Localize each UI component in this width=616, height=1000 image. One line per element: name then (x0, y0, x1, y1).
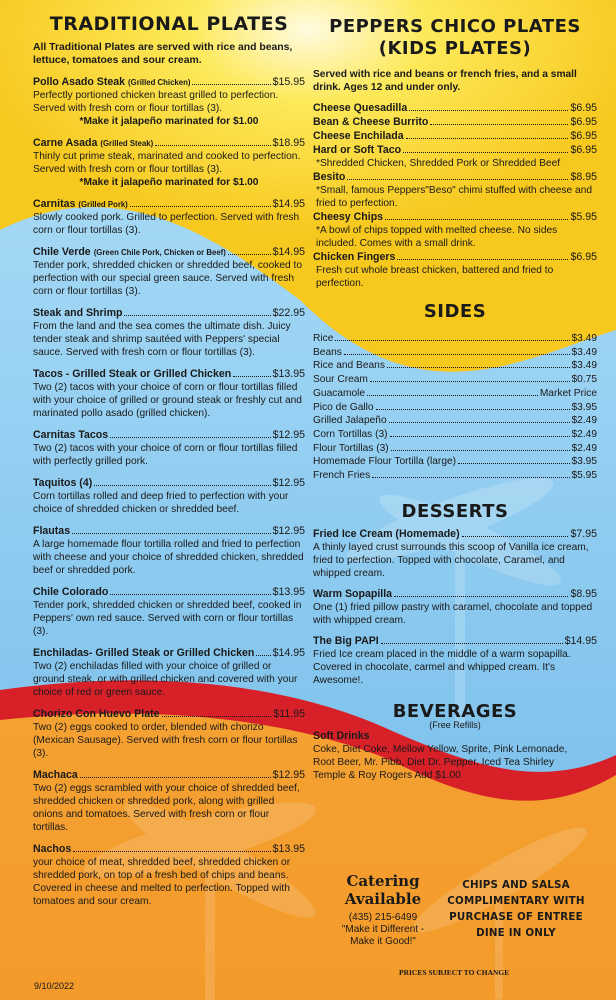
item-price: $14.95 (272, 198, 305, 210)
item-title-line (313, 171, 597, 184)
kids-menu-item (313, 102, 597, 115)
item-title-line (33, 843, 305, 856)
menu-item (33, 368, 305, 420)
side-price: $3.95 (571, 401, 597, 413)
menu-item (33, 307, 305, 359)
dot-leader (390, 436, 570, 437)
dot-leader (403, 152, 568, 153)
item-description: Thinly cut prime steak, marinated and cooked to perfection. Served with fresh corn or flour tortillas (3). (33, 151, 301, 175)
menu-item (33, 647, 305, 699)
item-name: Fried Ice Cream (Homemade) (313, 527, 460, 540)
item-price: $5.95 (570, 211, 597, 223)
item-extra: *Make it jalapeño marinated for $1.00 (79, 177, 259, 188)
item-price: $7.95 (570, 527, 597, 540)
item-description: *A bowl of chips topped with melted cheese. No sides included. Comes with a small drink. (316, 225, 558, 249)
side-item (313, 442, 597, 456)
side-item (313, 346, 597, 360)
side-name: Grilled Jalapeño (313, 415, 387, 427)
catering-phone: (435) 215-6499 (348, 912, 418, 923)
menu-item (33, 586, 305, 638)
side-name: Flour Tortillas (3) (313, 442, 389, 454)
kids-menu-item (313, 116, 597, 129)
item-title-line (33, 708, 305, 721)
item-name: Carnitas Tacos (33, 429, 109, 441)
item-price: $6.95 (570, 144, 597, 156)
item-title-line (313, 116, 597, 129)
side-name: Homemade Flour Tortilla (large) (313, 456, 457, 468)
dot-leader (162, 716, 272, 717)
item-extra: *Make it jalapeño marinated for $1.00 (79, 116, 259, 127)
dot-leader (367, 395, 538, 396)
menu-item (33, 843, 305, 908)
item-price: $12.95 (272, 525, 305, 537)
chips-line4: DINE IN ONLY (476, 927, 556, 939)
item-description: Perfectly portioned chicken breast grilled to perfection. Served with fresh corn or flour tortillas (3). (33, 90, 279, 114)
traditional-intro: All Traditional Plates are served with rice and beans, lettuce, tomatoes and sour cream. (33, 42, 293, 66)
side-name: Pico de Gallo (313, 401, 374, 413)
item-price: $6.95 (570, 130, 597, 142)
item-description: From the land and the sea comes the ultimate dish. Juicy tender steak and shrimp sautéed with Peppers' special sauce. Served with fresh corn or flour tortillas (3). (33, 321, 291, 358)
item-title-line (33, 477, 305, 490)
desserts-heading: DESSERTS (401, 500, 509, 522)
side-name: French Fries (313, 470, 371, 482)
soft-drinks-title: Soft Drinks (313, 729, 370, 742)
dot-leader (110, 594, 270, 595)
kids-intro: Served with rice and beans or french fries, and a small drink. Ages 12 and under only. (313, 69, 577, 93)
dot-leader (73, 851, 270, 852)
catering-slogan: "Make it Different - Make it Good!" (341, 924, 425, 947)
chips-line2: COMPLIMENTARY WITH (447, 895, 585, 907)
menu-date: 9/10/2022 (34, 981, 75, 991)
menu-item (33, 246, 305, 298)
item-name: Hard or Soft Taco (313, 144, 402, 156)
item-title-line (313, 130, 597, 143)
side-price: $0.75 (571, 374, 597, 386)
item-description: Fresh cut whole breast chicken, battered and fried to perfection. (316, 265, 554, 289)
item-description: *Small, famous Peppers"Beso" chimi stuffed with cheese and fried to perfection. (316, 185, 593, 209)
item-description: Tender pork, shredded chicken or shredded beef, cooked to perfection with our special green sauce. Served with fresh corn or flour tortillas (3). (33, 260, 303, 297)
item-description: Two (2) tacos with your choice of corn or flour tortillas filled with your choice of grilled or ground steak or freshly cut and marinated pollo asado (grilled chicken). (33, 382, 302, 419)
item-title-line (313, 102, 597, 115)
item-description: Tender pork, shredded chicken or shredded beef, cooked in Peppers' own red sauce. Served with corn or flour tortillas (3). (33, 600, 302, 637)
side-price: $3.49 (571, 333, 597, 344)
item-name: Enchiladas- Grilled Steak or Grilled Chicken (33, 647, 255, 659)
dot-leader (192, 84, 270, 85)
item-name: Chile Verde (33, 246, 91, 258)
side-item (313, 373, 597, 387)
item-description: Slowly cooked pork. Grilled to perfection. Served with fresh corn or flour tortillas (3). (33, 212, 300, 236)
item-price: $8.95 (570, 171, 597, 183)
item-title-line (313, 528, 597, 541)
menu-item (33, 429, 305, 468)
item-name: The Big PAPI (313, 634, 379, 647)
dot-leader (256, 655, 270, 656)
dot-leader (409, 110, 568, 111)
dessert-item (313, 528, 597, 580)
item-title-line (313, 635, 597, 648)
item-title-line (33, 769, 305, 782)
item-name: Chile Colorado (33, 586, 109, 598)
item-name: Chicken Fingers (313, 251, 396, 263)
item-price: $6.95 (570, 251, 597, 263)
soft-drinks-description: Coke, Diet Coke, Mellow Yellow, Sprite, Pink Lemonade, Root Beer, Mr. Pibb, Diet Dr. Pepper, Iced Tea Shirley Temple & Roy Rogers Add $1.00 (313, 743, 568, 781)
item-price: $13.95 (272, 586, 305, 598)
item-price: $18.95 (272, 137, 305, 149)
item-name: Machaca (33, 769, 78, 781)
dot-leader (389, 422, 570, 423)
dot-leader (406, 138, 569, 139)
side-item (313, 428, 597, 442)
item-description: Two (2) eggs scrambled with your choice of shredded beef, shredded chicken or shredded pork, along with grilled onions and tomatoes. Served with fresh corn or flour tortillas. (33, 783, 300, 833)
dot-leader (376, 409, 570, 410)
sides-list (313, 332, 597, 483)
catering-title-line2: Available (344, 890, 422, 908)
dot-leader (228, 254, 271, 255)
item-title-line (33, 246, 305, 259)
item-title-line (313, 588, 597, 601)
item-name: Pollo Asado Steak (33, 76, 126, 88)
item-description: Fried Ice cream placed in the middle of a warm sopapilla. Covered in chocolate, carmel and whipped cream. It's Awesome!. (313, 648, 571, 686)
item-price: $11.95 (273, 708, 305, 720)
catering-title-line1: Catering (346, 872, 420, 890)
item-price: $13.95 (272, 368, 305, 380)
kids-menu-item (313, 211, 597, 250)
item-name: Besito (313, 171, 346, 183)
item-title-line (33, 76, 305, 89)
dot-leader (370, 381, 570, 382)
dot-leader (372, 477, 569, 478)
item-description: *Shredded Chicken, Shredded Pork or Shredded Beef (316, 158, 561, 169)
dot-leader (381, 643, 563, 644)
dot-leader (72, 533, 271, 534)
side-name: Rice and Beans (313, 360, 385, 372)
menu-item (33, 76, 305, 128)
side-price: $2.49 (571, 428, 597, 440)
item-description: A thinly layed crust surrounds this scoop of Vanilla ice cream, fried to perfection. Topped with chocolate, Caramel, and whipped cream. (313, 541, 589, 579)
item-name: Warm Sopapilla (313, 587, 393, 600)
item-note: (Grilled Steak) (100, 139, 154, 148)
item-price: $14.95 (272, 246, 305, 258)
traditional-plates-heading: TRADITIONAL PLATES (49, 13, 289, 35)
item-name: Tacos - Grilled Steak or Grilled Chicken (33, 368, 232, 380)
side-price: $3.95 (571, 456, 597, 468)
side-price: $3.49 (571, 360, 597, 372)
item-title-line (33, 307, 305, 320)
item-price: $13.95 (272, 843, 305, 855)
dot-leader (387, 367, 570, 368)
catering-block (335, 872, 431, 948)
side-name: Guacamole (313, 387, 366, 399)
dessert-item (313, 588, 597, 627)
side-name: Corn Tortillas (3) (313, 428, 388, 440)
item-price: $6.95 (570, 102, 597, 114)
item-name: Chorizo Con Huevo Plate (33, 708, 160, 720)
kids-menu-item (313, 130, 597, 143)
beverages-heading: BEVERAGES (392, 700, 518, 722)
side-item (313, 469, 597, 483)
chips-salsa-note (436, 877, 596, 941)
item-title-line (33, 368, 305, 381)
item-name: Flautas (33, 525, 71, 537)
dot-leader (397, 259, 568, 260)
item-price: $6.95 (570, 116, 597, 128)
item-title-line (313, 251, 597, 264)
menu-item (33, 769, 305, 834)
dot-leader (458, 463, 569, 464)
dot-leader (335, 340, 569, 341)
item-description: Two (2) eggs cooked to order, blended with chorizo (Mexican Sausage). Served with fresh corn or flour tortillas (3). (33, 722, 298, 759)
item-name: Steak and Shrimp (33, 307, 123, 319)
item-title-line (33, 137, 305, 150)
item-description: Corn tortillas rolled and deep fried to perfection with your choice of shredded chicken or shredded beef. (33, 491, 289, 515)
item-description: your choice of meat, shredded beef, shredded chicken or shredded pork, on top of a fresh bed of chips and beans. Covered in cheese and melted to perfection. Topped with tomatoes and sour cream. (33, 857, 291, 907)
kids-heading-line1: PEPPERS CHICO PLATES (329, 16, 581, 37)
item-note: (Grilled Chicken) (128, 78, 191, 87)
item-name: Taquitos (4) (33, 477, 93, 489)
item-description: Two (2) enchiladas filled with your choice of grilled or ground steak, or with grilled chicken and covered with your choice of red or green sauce. (33, 661, 298, 698)
chips-line1: CHIPS AND SALSA (462, 879, 570, 891)
item-description: One (1) fried pillow pastry with caramel, chocolate and topped with whipped cream. (313, 601, 593, 626)
traditional-plates-section (33, 13, 305, 908)
side-item (313, 359, 597, 373)
dot-leader (94, 485, 270, 486)
menu-item (33, 708, 305, 760)
item-price: $12.95 (272, 429, 305, 441)
side-price: Market Price (539, 387, 597, 399)
side-name: Sour Cream (313, 374, 368, 386)
item-price: $22.95 (272, 307, 305, 319)
item-name: Bean & Cheese Burrito (313, 116, 429, 128)
item-price: $14.95 (272, 647, 305, 659)
item-price: $12.95 (272, 477, 305, 489)
item-title-line (33, 525, 305, 538)
side-name: Beans (313, 346, 342, 358)
item-name: Cheese Enchilada (313, 130, 404, 142)
dot-leader (155, 145, 270, 146)
side-item (313, 332, 597, 346)
side-name: Rice (313, 333, 334, 344)
dot-leader (80, 777, 271, 778)
item-note: (Grilled Pork) (78, 200, 128, 209)
dot-leader (124, 315, 270, 316)
item-description: Two (2) tacos with your choice of corn or flour tortillas filled with perfectly grilled pork. (33, 443, 298, 467)
side-price: $2.49 (571, 415, 597, 427)
item-price: $14.95 (564, 634, 597, 647)
chips-line3: PURCHASE OF ENTREE (449, 911, 583, 923)
item-title-line (33, 586, 305, 599)
item-title-line (313, 144, 597, 157)
side-item (313, 455, 597, 469)
kids-plates-heading (313, 16, 597, 60)
dot-leader (344, 354, 570, 355)
dot-leader (130, 206, 271, 207)
side-item (313, 387, 597, 401)
item-description: A large homemade flour tortilla rolled and fried to perfection with cheese and your choice of shredded chicken, shredded beef or shredded pork. (33, 539, 304, 576)
item-title-line (33, 198, 305, 211)
menu-item (33, 198, 305, 237)
side-item (313, 401, 597, 415)
dot-leader (347, 179, 568, 180)
kids-heading-line2: (KIDS PLATES) (378, 38, 532, 59)
dot-leader (391, 450, 570, 451)
right-column (313, 16, 597, 782)
item-price: $15.95 (272, 76, 305, 88)
item-name: Carnitas (33, 198, 76, 210)
item-price: $12.95 (272, 769, 305, 781)
menu-item (33, 525, 305, 577)
dessert-item (313, 635, 597, 687)
side-price: $3.49 (571, 346, 597, 358)
dot-leader (385, 219, 568, 220)
item-title-line (313, 211, 597, 224)
kids-menu-item (313, 144, 597, 170)
item-name: Nachos (33, 843, 72, 855)
kids-menu-item (313, 171, 597, 210)
item-price: $8.95 (570, 587, 597, 600)
dot-leader (394, 596, 568, 597)
dot-leader (233, 376, 270, 377)
dot-leader (430, 124, 568, 125)
menu-item (33, 137, 305, 189)
kids-menu-item (313, 251, 597, 290)
dot-leader (462, 536, 569, 537)
item-name: Cheesy Chips (313, 211, 384, 223)
side-item (313, 414, 597, 428)
prices-subject-to-change: PRICES SUBJECT TO CHANGE (399, 968, 510, 977)
sides-heading: SIDES (423, 301, 487, 322)
beverages-subtitle: (Free Refills) (429, 719, 481, 730)
side-price: $5.95 (571, 470, 597, 482)
item-name: Cheese Quesadilla (313, 102, 408, 114)
item-note: (Green Chile Pork, Chicken or Beef) (93, 248, 226, 257)
item-title-line (33, 429, 305, 442)
menu-item (33, 477, 305, 516)
side-price: $2.49 (571, 442, 597, 454)
item-title-line (33, 647, 305, 660)
item-name: Carne Asada (33, 137, 98, 149)
dot-leader (110, 437, 270, 438)
